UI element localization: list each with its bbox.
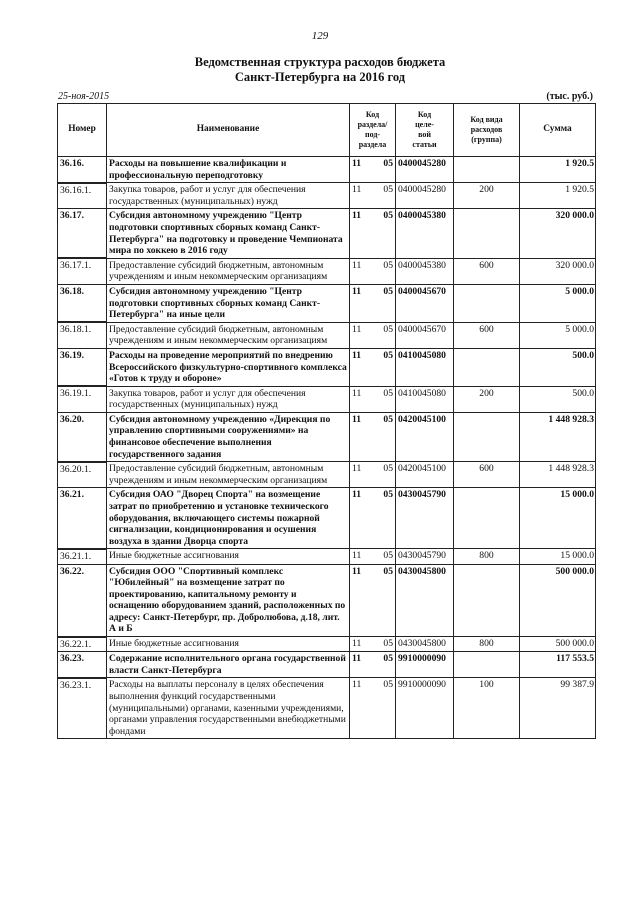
row-number: 36.23.1. [58,678,107,739]
row-name: Субсидия автономному учреждению "Центр подготовки спортивных сборных команд Санкт-Петербурга" на подготовку и проведение Чемпионата мира по хоккею в 2016 году [107,209,350,258]
row-number: 36.21. [58,488,107,549]
document-date: 25-ноя-2015 [58,91,110,102]
row-expense-type [454,157,520,183]
subsection-code: 05 [383,550,393,562]
row-article-code: 0400045380 [396,258,454,284]
section-code: 11 [352,489,362,501]
row-article-code: 0400045670 [396,284,454,322]
row-article-code: 0410045080 [396,386,454,412]
subsection-code: 05 [383,565,393,577]
row-sum: 500.0 [520,348,596,386]
row-section-code [350,564,396,637]
row-section-code [350,209,396,258]
row-sum: 320 000.0 [520,258,596,284]
table-row [58,209,596,258]
row-section-code [350,258,396,284]
row-section-code [350,284,396,322]
page-number: 129 [311,30,329,42]
row-number: 36.18.1. [58,322,107,348]
row-number: 36.17.1. [58,258,107,284]
row-article-code: 0430045790 [396,549,454,564]
row-article-code: 0400045670 [396,322,454,348]
table-row [58,549,596,564]
row-expense-type [454,652,520,678]
row-expense-type: 200 [454,183,520,209]
row-section-code [350,386,396,412]
row-article-code: 0400045280 [396,183,454,209]
row-article-code: 0410045080 [396,348,454,386]
row-article-code: 0420045100 [396,412,454,461]
section-code: 11 [352,413,362,425]
row-article-code: 9910000090 [396,678,454,739]
row-expense-type: 600 [454,258,520,284]
header-section: Код раздела/ под- раздела [350,104,396,157]
row-section-code [350,183,396,209]
row-number: 36.22.1. [58,637,107,652]
row-sum: 99 387.9 [520,678,596,739]
subsection-code: 05 [383,638,393,650]
table-row [58,157,596,183]
row-name: Субсидия ОАО "Дворец Спорта" на возмещение затрат по приобретению и установке технического оборудования, включающего системы пожарной сигнализации, кондиционирования и осушения воздуха в здании Дворца спорта [107,488,350,549]
section-code: 11 [352,679,362,691]
table-row [58,564,596,637]
row-sum: 5 000.0 [520,284,596,322]
section-code: 11 [352,158,362,169]
subsection-code: 05 [383,184,393,196]
row-number: 36.16. [58,157,107,183]
header-sum: Сумма [520,104,596,157]
page-title [0,55,640,85]
table-row [58,258,596,284]
row-expense-type [454,488,520,549]
row-number: 36.20.1. [58,462,107,488]
row-sum: 117 553.5 [520,652,596,678]
subsection-code: 05 [383,489,393,501]
row-expense-type: 800 [454,637,520,652]
row-number: 36.18. [58,284,107,322]
row-name: Расходы на выплаты персоналу в целях обеспечения выполнения функций государственными (муниципальными) органами, казенными учреждениями, органами управления государственными внебюджетными фондами [107,678,350,739]
row-expense-type [454,209,520,258]
row-name: Предоставление субсидий бюджетным, автономным учреждениям и иным некоммерческим организациям [107,322,350,348]
row-sum: 500 000.0 [520,637,596,652]
row-section-code [350,348,396,386]
subsection-code: 05 [383,285,393,297]
table-row [58,386,596,412]
table-header-row [58,104,596,157]
section-code: 11 [352,653,362,665]
row-name: Предоставление субсидий бюджетным, автономным учреждениям и иным некоммерческим организациям [107,258,350,284]
section-code: 11 [352,550,362,562]
row-name: Субсидия автономному учреждению "Центр подготовки спортивных сборных команд Санкт-Петербурга" на иные цели [107,284,350,322]
row-section-code [350,652,396,678]
row-section-code [350,462,396,488]
section-code: 11 [352,638,362,650]
section-code: 11 [352,349,362,361]
row-name: Закупка товаров, работ и услуг для обеспечения государственных (муниципальных) нужд [107,183,350,209]
row-sum: 5 000.0 [520,322,596,348]
row-name: Субсидия ООО "Спортивный комплекс "Юбилейный" на возмещение затрат по проектированию, капитальному ремонту и оснащению оборудованием зданий, расположенных по адресу: Санкт-Петербург, пр. Добролюбова, д.18, лит. А и Б [107,564,350,637]
subsection-code: 05 [383,653,393,665]
row-number: 36.17. [58,209,107,258]
row-name: Субсидия автономному учреждению «Дирекция по управлению спортивными сооружениями» на финансовое обеспечение выполнения государственного задания [107,412,350,461]
table-row [58,412,596,461]
row-sum: 320 000.0 [520,209,596,258]
table-row [58,637,596,652]
section-code: 11 [352,565,362,577]
row-name: Предоставление субсидий бюджетным, автономным учреждениям и иным некоммерческим организациям [107,462,350,488]
row-sum: 1 920.5 [520,157,596,183]
row-name: Расходы на проведение мероприятий по внедрению Всероссийского физкультурно-спортивного комплекса «Готов к труду и обороне» [107,348,350,386]
table-row [58,348,596,386]
row-expense-type [454,348,520,386]
table-row [58,678,596,739]
title-line-2: Санкт-Петербурга на 2016 год [234,70,406,84]
table-row [58,462,596,488]
subsection-code: 05 [383,413,393,425]
row-number: 36.22. [58,564,107,637]
row-article-code: 0400045280 [396,157,454,183]
row-sum: 15 000.0 [520,549,596,564]
header-name: Наименование [107,104,350,157]
subsection-code: 05 [383,158,393,169]
section-code: 11 [352,387,362,399]
table-row [58,284,596,322]
subsection-code: 05 [383,210,393,222]
row-number: 36.16.1. [58,183,107,209]
row-name: Иные бюджетные ассигнования [107,549,350,564]
row-section-code [350,549,396,564]
row-number: 36.19.1. [58,386,107,412]
row-sum: 1 448 928.3 [520,412,596,461]
subsection-code: 05 [383,387,393,399]
row-expense-type [454,564,520,637]
row-section-code [350,637,396,652]
table-row [58,322,596,348]
header-expense-type: Код вида расходов (группа) [454,104,520,157]
title-line-1: Ведомственная структура расходов бюджета [194,55,446,69]
row-section-code [350,678,396,739]
row-number: 36.19. [58,348,107,386]
row-expense-type: 800 [454,549,520,564]
header-article: Код целе- вой статьи [396,104,454,157]
row-expense-type: 200 [454,386,520,412]
section-code: 11 [352,285,362,297]
section-code: 11 [352,184,362,196]
row-name: Иные бюджетные ассигнования [107,637,350,652]
table-row [58,652,596,678]
row-article-code: 0430045800 [396,637,454,652]
row-expense-type [454,412,520,461]
subsection-code: 05 [383,323,393,335]
row-section-code [350,322,396,348]
row-number: 36.23. [58,652,107,678]
subsection-code: 05 [383,679,393,691]
row-section-code [350,412,396,461]
row-name: Содержание исполнительного органа государственной власти Санкт-Петербурга [107,652,350,678]
section-code: 11 [352,259,362,271]
section-code: 11 [352,323,362,335]
row-number: 36.21.1. [58,549,107,564]
row-article-code: 0420045100 [396,462,454,488]
row-name: Расходы на повышение квалификации и профессиональную переподготовку [107,157,350,183]
section-code: 11 [352,210,362,222]
row-sum: 1 448 928.3 [520,462,596,488]
row-sum: 500 000.0 [520,564,596,637]
table-row [58,183,596,209]
row-article-code: 0430045790 [396,488,454,549]
row-number: 36.20. [58,412,107,461]
section-code: 11 [352,463,362,475]
subsection-code: 05 [383,349,393,361]
row-article-code: 9910000090 [396,652,454,678]
row-section-code [350,488,396,549]
row-sum: 1 920.5 [520,183,596,209]
units-label: (тыс. руб.) [546,91,593,102]
row-sum: 500.0 [520,386,596,412]
row-expense-type: 600 [454,322,520,348]
row-article-code: 0400045380 [396,209,454,258]
table-row [58,488,596,549]
row-expense-type: 600 [454,462,520,488]
subsection-code: 05 [383,259,393,271]
header-number: Номер [58,104,107,157]
row-expense-type [454,284,520,322]
row-article-code: 0430045800 [396,564,454,637]
budget-table [57,103,596,739]
row-sum: 15 000.0 [520,488,596,549]
subsection-code: 05 [383,463,393,475]
row-section-code [350,157,396,183]
row-name: Закупка товаров, работ и услуг для обеспечения государственных (муниципальных) нужд [107,386,350,412]
row-expense-type: 100 [454,678,520,739]
